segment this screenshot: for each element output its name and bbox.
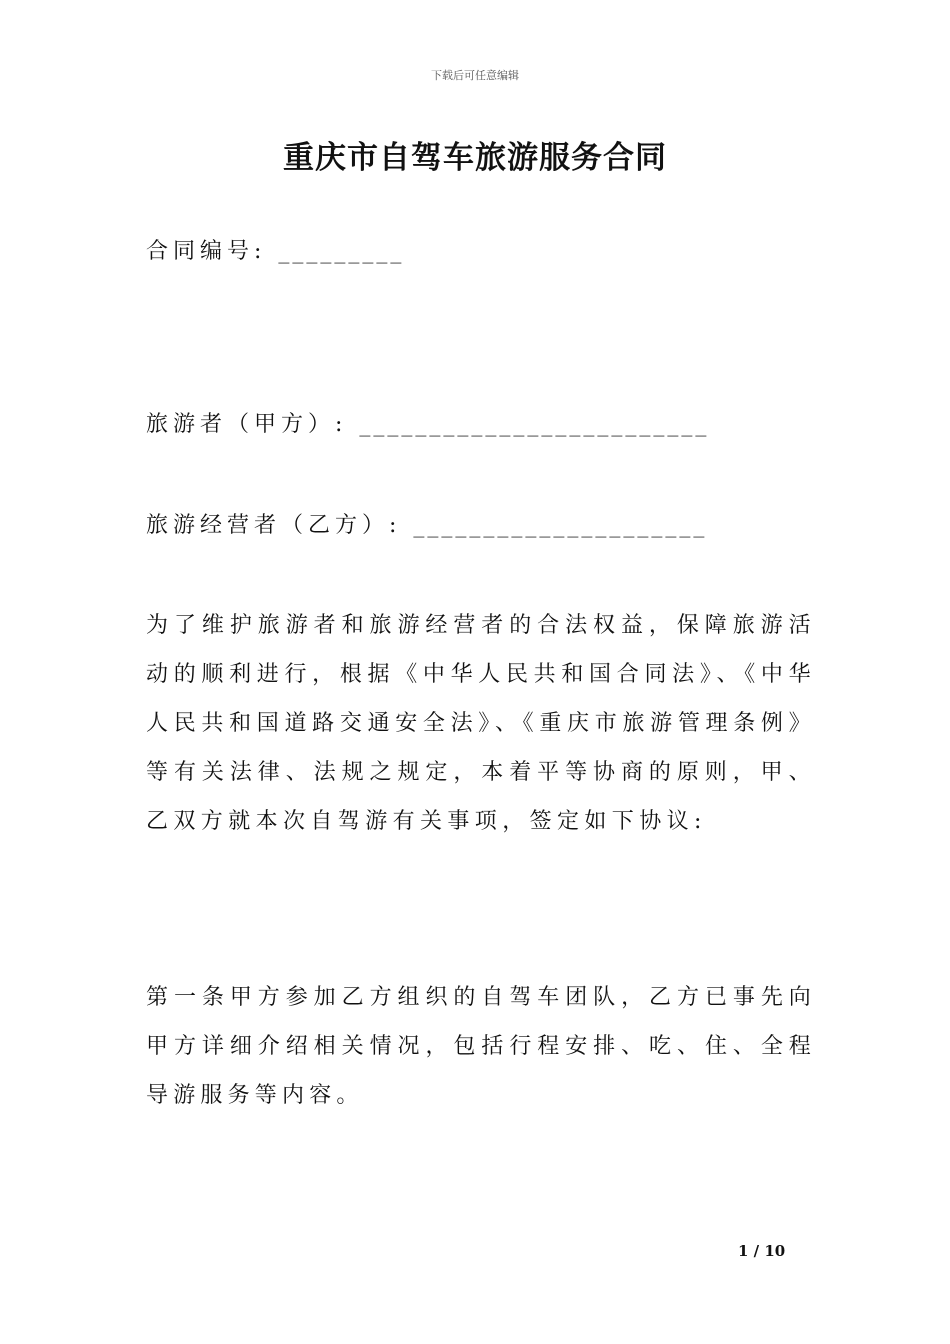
- party-a-line: [146, 399, 709, 451]
- party-b-line: [146, 500, 707, 552]
- contract-number-label: 合同编号:: [146, 239, 267, 264]
- header-note: 下载后可任意编辑: [431, 69, 519, 82]
- party-b-label: 旅游经营者（乙方）:: [146, 513, 402, 538]
- party-a-blank: _________________________: [359, 412, 710, 437]
- article-1-paragraph: 第一条甲方参加乙方组织的自驾车团队，乙方已事先向甲方详细介绍相关情况，包括行程安排、吃、住、全程导游服务等内容。: [146, 985, 816, 1108]
- contract-number-blank: _________: [278, 239, 405, 264]
- party-b-blank: _____________________: [413, 513, 708, 538]
- document-title: 重庆市自驾车旅游服务合同: [283, 140, 667, 176]
- contract-number-line: [146, 226, 404, 278]
- party-a-label: 旅游者（甲方）:: [146, 412, 348, 437]
- intro-paragraph: 为了维护旅游者和旅游经营者的合法权益，保障旅游活动的顺利进行，根据《中华人民共和国合同法》、《中华人民共和国道路交通安全法》、《重庆市旅游管理条例》等有关法律、法规之规定，本着平等协商的原则，甲、乙双方就本次自驾游有关事项，签定如下协议:: [146, 613, 816, 834]
- page-number: 1 / 10: [738, 1242, 786, 1260]
